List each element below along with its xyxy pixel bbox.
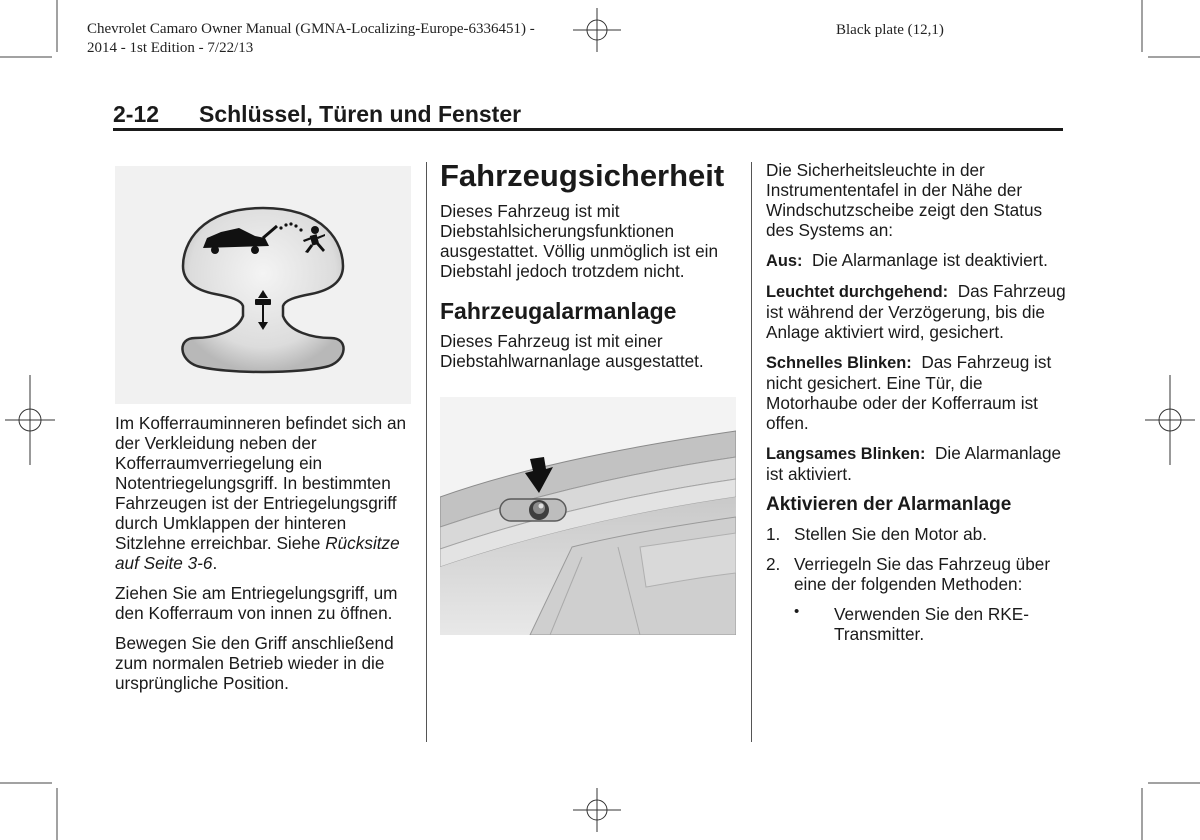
step-number: 2. — [766, 554, 781, 574]
state-fast-flash-text: Das Fahrzeug ist nicht gesichert. Eine Tür, die Motorhaube oder der Kofferraum ist offen. — [766, 352, 1052, 433]
chapter-title: Schlüssel, Türen und Fenster — [199, 101, 522, 127]
registration-mark-left — [5, 375, 55, 465]
subsection-heading: Fahrzeugalarmanlage — [440, 298, 677, 324]
state-fast-flash-label: Schnelles Blinken: — [766, 354, 912, 372]
registration-mark-bottom — [573, 788, 621, 832]
state-steady — [766, 281, 1066, 342]
plate-label: Black plate (12,1) — [836, 22, 944, 38]
running-head — [113, 101, 1063, 128]
reset-handle-paragraph: Bewegen Sie den Griff anschließend zum normalen Betrieb wieder in die ursprüngliche Position. — [115, 633, 394, 693]
indicator-intro-paragraph: Die Sicherheitsleuchte in der Instrumententafel in der Nähe der Windschutzscheibe zeigt den Status des Systems an: — [766, 160, 1043, 240]
left-column — [115, 413, 411, 703]
state-fast-flash — [766, 352, 1066, 433]
right-column — [766, 160, 1066, 644]
registration-mark-right — [1145, 375, 1195, 465]
alarm-paragraph: Dieses Fahrzeug ist mit einer Diebstahlwarnanlage ausgestattet. — [440, 331, 704, 371]
column-divider — [426, 162, 427, 742]
bullet-mark: • — [794, 603, 800, 620]
middle-column — [440, 159, 732, 381]
trunk-release-text: Im Kofferrauminneren befindet sich an der Verkleidung neben der Kofferraumverriegelung ein Notentriegelungsgriff. In bestimmten Fahrzeugen ist der Entriegelungsgriff durch Umklappen der hinteren Sitzlehne erreichbar. Siehe — [115, 413, 407, 553]
state-slow-flash-text: Die Alarmanlage ist aktiviert. — [766, 443, 1062, 484]
list-item — [766, 554, 1066, 594]
page-number: 2-12 — [113, 101, 160, 127]
state-off-text: Die Alarmanlage ist deaktiviert. — [812, 250, 1048, 270]
registration-mark-top — [573, 8, 621, 52]
column-divider — [751, 162, 752, 742]
state-off-label: Aus: — [766, 252, 803, 270]
state-slow-flash — [766, 443, 1066, 484]
bullet-text: Verwenden Sie den RKE-Transmitter. — [834, 604, 1029, 644]
list-item — [766, 604, 1066, 644]
pull-handle-paragraph: Ziehen Sie am Entriegelungsgriff, um den Kofferraum von innen zu öffnen. — [115, 583, 398, 623]
state-slow-flash-label: Langsames Blinken: — [766, 445, 926, 463]
print-header-edition: 2014 - 1st Edition - 7/22/13 — [87, 40, 254, 56]
list-item — [766, 524, 1066, 544]
step-text: Verriegeln Sie das Fahrzeug über eine der folgenden Methoden: — [794, 554, 1051, 594]
rear-seats-reference-link[interactable]: Rücksitze auf Seite 3-6 — [115, 533, 400, 573]
step-text: Stellen Sie den Motor ab. — [794, 524, 987, 544]
state-steady-text: Das Fahrzeug ist während der Verzögerung, bis die Anlage aktiviert wird, gesichert. — [766, 281, 1066, 342]
print-header-title: Chevrolet Camaro Owner Manual (GMNA-Localizing-Europe-6336451) - — [87, 21, 535, 37]
trunk-release-handle-icon — [115, 166, 411, 404]
section-heading: Fahrzeugsicherheit — [440, 158, 725, 193]
step-number: 1. — [766, 524, 781, 544]
security-indicator-light-icon — [440, 397, 736, 635]
trunk-release-text-end: . — [212, 553, 218, 573]
state-steady-label: Leuchtet durchgehend: — [766, 283, 949, 301]
state-off — [766, 250, 1066, 271]
trunk-release-paragraph — [115, 413, 411, 573]
header-rule — [113, 128, 1063, 131]
security-intro-paragraph: Dieses Fahrzeug ist mit Diebstahlsicherungsfunktionen ausgestattet. Völlig unmöglich ist ein Diebstahl jedoch trotzdem nicht. — [440, 201, 719, 281]
activate-alarm-heading: Aktivieren der Alarmanlage — [766, 494, 1012, 515]
